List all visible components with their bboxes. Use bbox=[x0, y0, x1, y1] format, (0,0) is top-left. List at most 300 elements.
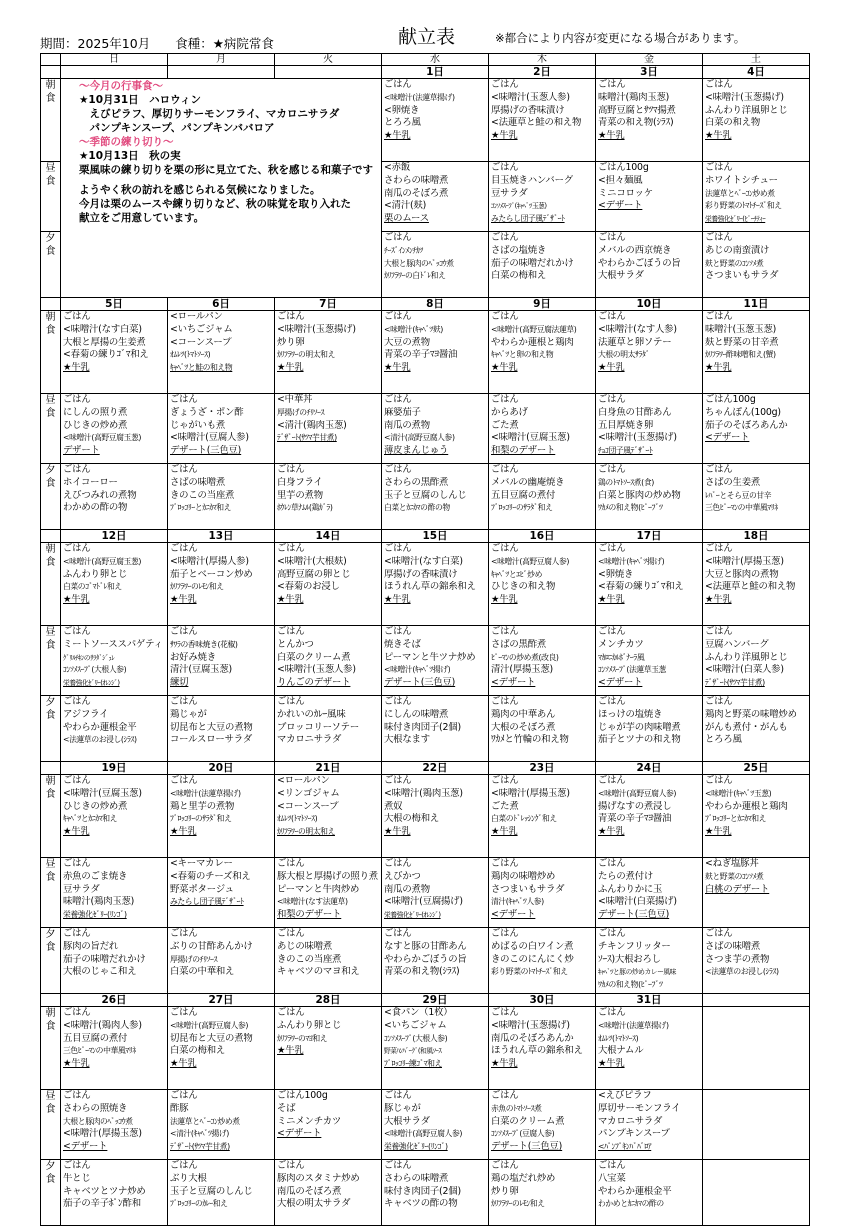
date-cell bbox=[275, 66, 382, 79]
date-cell: 4日 bbox=[703, 66, 810, 79]
menu-item: ごはん bbox=[384, 626, 412, 637]
menu-item: ごはん bbox=[598, 626, 626, 637]
menu-item: 南瓜のそぼろ煮 bbox=[277, 1185, 342, 1197]
menu-item: ★牛乳 bbox=[384, 826, 411, 838]
menu-cell bbox=[596, 79, 703, 162]
menu-cell bbox=[275, 928, 382, 994]
menu-item: ふんわり洋風卵とじ bbox=[705, 104, 788, 116]
menu-item: 切昆布と大豆の煮物 bbox=[170, 721, 253, 733]
menu-cell bbox=[61, 543, 168, 626]
menu-item: ﾌﾞﾛｯｺﾘｰとｶﾆｶﾏ和え bbox=[170, 503, 232, 513]
menu-item: <味噌汁(玉葱揚げ) bbox=[705, 91, 784, 103]
menu-item: ごはん bbox=[384, 394, 412, 405]
date-cell bbox=[703, 994, 810, 1007]
menu-item: ごはん bbox=[491, 464, 519, 475]
menu-cell bbox=[275, 696, 382, 762]
menu-item: がんも煮付・がんも bbox=[705, 721, 788, 733]
menu-item: ﾌﾞﾛｯｺﾘｰ練ｺﾞﾏ和え bbox=[384, 1059, 442, 1069]
menu-item: ごはん bbox=[170, 626, 198, 637]
meal-label-char: 夕 bbox=[45, 465, 56, 476]
menu-item: 白桃のデザート bbox=[705, 883, 770, 895]
meal-label-char: 朝 bbox=[45, 776, 56, 787]
weekday-header: 水 bbox=[382, 54, 489, 66]
date-cell: 15日 bbox=[382, 530, 489, 543]
menu-cell bbox=[489, 858, 596, 928]
meal-row-lunch bbox=[41, 626, 810, 696]
date-cell: 24日 bbox=[596, 762, 703, 775]
menu-cell bbox=[382, 928, 489, 994]
meal-label-char: 朝 bbox=[45, 312, 56, 323]
events-box bbox=[61, 79, 382, 298]
meal-row-lunch bbox=[41, 394, 810, 464]
menu-cell bbox=[382, 696, 489, 762]
menu-item: お好み焼き bbox=[170, 651, 216, 663]
menu-item: ﾃﾞｻﾞｰﾄ(ｻﾂﾏ芋甘煮) bbox=[170, 1142, 230, 1152]
event-line: 今月は栗のムースや練り切りなど、秋の味覚を取り入れた bbox=[79, 198, 351, 210]
menu-item: <味噌汁(高野豆腐人参) bbox=[170, 1020, 248, 1030]
menu-cell bbox=[168, 311, 275, 394]
menu-cell bbox=[275, 626, 382, 696]
menu-cell bbox=[168, 543, 275, 626]
menu-item: デザート(三色豆) bbox=[491, 1141, 563, 1153]
menu-item: <清汁(ｷｬﾍﾞﾂ揚げ) bbox=[170, 1129, 229, 1139]
menu-cell bbox=[275, 464, 382, 530]
menu-item: ごはん bbox=[491, 543, 519, 554]
meal-label-char: 食 bbox=[45, 872, 56, 883]
menu-item: ごはん bbox=[491, 162, 519, 173]
menu-item: 炒り卵 bbox=[491, 1185, 519, 1197]
menu-item: マカロニサラダ bbox=[277, 734, 342, 746]
weekday-header: 土 bbox=[703, 54, 810, 66]
menu-item: 鶏のﾄﾏﾄｿｰｽ煮(食) bbox=[598, 477, 654, 487]
menu-item: 目玉焼きハンバーグ bbox=[491, 174, 573, 186]
menu-item: ごはん bbox=[277, 696, 305, 707]
date-cell: 17日 bbox=[596, 530, 703, 543]
menu-cell bbox=[703, 858, 810, 928]
menu-item: ★牛乳 bbox=[384, 594, 411, 606]
menu-item: ごはん bbox=[63, 696, 91, 707]
meal-row-dinner bbox=[41, 1160, 810, 1226]
menu-cell bbox=[596, 1007, 703, 1090]
menu-item: ★牛乳 bbox=[491, 826, 518, 838]
menu-item: ｺﾝｿﾒｽｰﾌﾟ(法蓮草玉葱 bbox=[598, 665, 667, 675]
menu-item: <ロールパン bbox=[277, 775, 330, 786]
menu-item: ★牛乳 bbox=[63, 362, 90, 374]
menu-item: さばの味噌煮 bbox=[170, 476, 226, 488]
date-cell: 22日 bbox=[382, 762, 489, 775]
menu-cell bbox=[61, 311, 168, 394]
menu-item: 白菜のｺﾞﾏﾄﾞﾚ和え bbox=[63, 582, 122, 592]
menu-item: ミートソーススパゲティ bbox=[63, 638, 163, 650]
menu-item: 高野豆腐とｻﾂﾏ揚煮 bbox=[598, 104, 676, 116]
menu-item: パンプキンスープ bbox=[598, 1128, 670, 1140]
menu-item: ごはん bbox=[170, 1007, 198, 1018]
menu-item: 野菜ポタージュ bbox=[170, 883, 234, 895]
date-cell: 29日 bbox=[382, 994, 489, 1007]
menu-item: マカロニサラダ bbox=[598, 1115, 663, 1127]
menu-item: ﾌﾞﾛｯｺﾘｰのｻﾗﾀﾞ和え bbox=[170, 814, 232, 824]
menu-item: 和梨のデザート bbox=[277, 909, 342, 921]
menu-item: <春菊の練りｺﾞﾏ和え bbox=[598, 581, 684, 593]
menu-item: <デザート bbox=[491, 677, 536, 689]
menu-item: やわらか蓮根金平 bbox=[63, 721, 137, 733]
date-cell: 6日 bbox=[168, 298, 275, 311]
menu-item: デザート(三色豆) bbox=[598, 909, 670, 921]
menu-item: じゃがいも煮 bbox=[170, 419, 226, 431]
meal-label-char: 食 bbox=[45, 93, 56, 104]
meal-label-char: 夕 bbox=[45, 929, 56, 940]
menu-item: <味噌汁(高野豆腐法蓮草) bbox=[491, 324, 577, 334]
menu-cell bbox=[703, 775, 810, 858]
menu-item: さわらの味噌煮 bbox=[384, 174, 449, 186]
menu-item: ★牛乳 bbox=[170, 826, 197, 838]
menu-item: ピーマンと牛肉炒め bbox=[277, 883, 360, 895]
menu-item: やわらか蓮根金平 bbox=[598, 1185, 672, 1197]
menu-item: ﾋﾟｰﾏﾝの炒め煮(改良) bbox=[491, 652, 559, 662]
menu-item: <味噌汁(大根麸) bbox=[277, 555, 347, 567]
menu-item: 南瓜の煮物 bbox=[384, 419, 430, 431]
menu-item: ごはん bbox=[491, 311, 519, 322]
menu-item: きのこの当座煮 bbox=[170, 489, 235, 501]
menu-item: ごはん bbox=[598, 543, 626, 554]
meal-label-char: 食 bbox=[45, 1021, 56, 1032]
menu-item: <味噌汁(ｷｬﾍﾞﾂ麸) bbox=[384, 324, 443, 334]
menu-item: アジフライ bbox=[63, 708, 109, 720]
menu-item: <味噌汁(豆腐人参) bbox=[170, 432, 249, 444]
menu-item: ごはん bbox=[63, 1090, 91, 1101]
menu-item: <味噌汁(ｷｬﾍﾞﾂ玉葱) bbox=[705, 788, 772, 798]
menu-item: ごはん bbox=[491, 394, 519, 405]
menu-cell bbox=[382, 79, 489, 162]
menu-item: ﾎｳﾚﾝ草ﾅﾑﾙ(鶏ｶﾞﾗ) bbox=[277, 503, 333, 513]
menu-item: ｶﾘﾌﾗﾜｰの白ﾄﾞﾚ和え bbox=[384, 271, 446, 281]
date-cell bbox=[168, 66, 275, 79]
period-label: 期間：2025年10月 食種：★病院常食 bbox=[40, 36, 274, 51]
menu-item: ★牛乳 bbox=[598, 594, 625, 606]
menu-cell bbox=[275, 1007, 382, 1090]
menu-cell bbox=[382, 543, 489, 626]
menu-item: キャベツとツナ炒め bbox=[63, 1185, 146, 1197]
meal-row-breakfast bbox=[41, 79, 810, 162]
menu-item: ★牛乳 bbox=[277, 594, 304, 606]
menu-cell bbox=[168, 1090, 275, 1160]
page-header bbox=[40, 22, 810, 52]
menu-item: ごはん bbox=[598, 1007, 626, 1018]
menu-item: 切昆布と大豆の煮物 bbox=[170, 1032, 253, 1044]
menu-item: 厚揚げの香味漬け bbox=[491, 104, 565, 116]
date-cell: 26日 bbox=[61, 994, 168, 1007]
menu-item: ｷｬﾍﾞﾂとｴﾋﾞ炒め bbox=[491, 569, 542, 579]
date-cell: 16日 bbox=[489, 530, 596, 543]
menu-cell bbox=[61, 626, 168, 696]
menu-item: ごはん bbox=[277, 543, 305, 554]
menu-item: ふんわり卵とじ bbox=[63, 568, 128, 580]
menu-cell bbox=[703, 162, 810, 232]
menu-item: <味噌汁(高野豆腐人参) bbox=[598, 788, 676, 798]
menu-item: ごはん bbox=[170, 1090, 198, 1101]
menu-item: ごはん bbox=[491, 858, 519, 869]
menu-item: 赤魚のごま焼き bbox=[63, 870, 128, 882]
date-cell: 28日 bbox=[275, 994, 382, 1007]
menu-item: ｷｬﾍﾞﾂと豚の炒めカレー風味 bbox=[598, 968, 676, 977]
menu-item: 大根と豚肉のﾍﾞｯｺｳ煮 bbox=[384, 258, 454, 268]
menu-item: ごはん bbox=[705, 311, 733, 322]
menu-item: ★牛乳 bbox=[63, 826, 90, 838]
menu-item: りんごのデザート bbox=[277, 677, 351, 689]
menu-item: ふんわりかに玉 bbox=[598, 883, 663, 895]
menu-item: 野菜ﾊﾝﾊﾞｰｸﾞ(和風ｿｰｽ bbox=[384, 1047, 442, 1056]
menu-item: ごはん bbox=[491, 775, 519, 786]
menu-cell bbox=[596, 543, 703, 626]
date-cell: 7日 bbox=[275, 298, 382, 311]
menu-item: 鶏肉の味噌炒め bbox=[491, 870, 556, 882]
menu-item: とんかつ bbox=[277, 638, 314, 650]
menu-item: ★牛乳 bbox=[598, 1058, 625, 1070]
menu-cell bbox=[168, 1160, 275, 1226]
menu-cell bbox=[489, 79, 596, 162]
menu-item: ★牛乳 bbox=[63, 1058, 90, 1070]
menu-item: 薄皮まんじゅう bbox=[384, 445, 449, 457]
menu-item: メバルの幽庵焼き bbox=[491, 476, 565, 488]
menu-item: ごはん bbox=[384, 464, 412, 475]
menu-item: ごはん bbox=[63, 1007, 91, 1018]
menu-item: やわらかごぼうの旨 bbox=[384, 953, 467, 965]
menu-item: 八宝菜 bbox=[598, 1172, 626, 1184]
menu-item: <味噌汁(高野豆腐人参) bbox=[384, 1129, 462, 1139]
menu-item: 白身フライ bbox=[277, 476, 323, 488]
menu-item: 大根の梅和え bbox=[384, 813, 440, 825]
menu-item: <味噌汁(玉葱人参) bbox=[277, 664, 356, 676]
menu-item: ごはん bbox=[598, 696, 626, 707]
menu-item: <味噌汁(厚揚人参) bbox=[170, 555, 249, 567]
menu-item: やわらか蓮根と鶏肉 bbox=[491, 336, 574, 348]
menu-item: ごはん bbox=[705, 696, 733, 707]
meal-label-char: 昼 bbox=[45, 859, 56, 870]
menu-item: 大豆の煮物 bbox=[384, 336, 430, 348]
menu-item: 大根のじゃこ和え bbox=[63, 966, 137, 978]
menu-item: ふんわり洋風卵とじ bbox=[705, 651, 788, 663]
event-line: ～今月の行事食～ bbox=[79, 80, 163, 92]
menu-cell bbox=[703, 1090, 810, 1160]
meal-label bbox=[41, 311, 61, 394]
menu-item: ごはん bbox=[170, 928, 198, 939]
menu-item: 栄養強化ｾﾞﾘｰ(ﾘﾝｺﾞ) bbox=[384, 1142, 448, 1152]
menu-item: ごはん bbox=[705, 543, 733, 554]
date-cell: 13日 bbox=[168, 530, 275, 543]
date-cell: 2日 bbox=[489, 66, 596, 79]
menu-item: ｷｬﾍﾞﾂと鮭の和え物 bbox=[170, 363, 233, 373]
meal-label bbox=[41, 928, 61, 994]
date-row bbox=[41, 994, 810, 1007]
menu-item: ごはん bbox=[491, 928, 519, 939]
menu-cell bbox=[61, 775, 168, 858]
meal-row-breakfast bbox=[41, 311, 810, 394]
menu-cell bbox=[489, 394, 596, 464]
menu-item: ごはん bbox=[277, 928, 305, 939]
menu-cell bbox=[596, 464, 703, 530]
menu-item: <ロールパン bbox=[170, 311, 223, 322]
menu-item: ﾌﾞﾛｯｺﾘｰのｶﾚｰ和え bbox=[170, 1199, 228, 1209]
menu-item: ｶﾘﾌﾗﾜｰのﾚﾓﾝ和え bbox=[170, 582, 224, 592]
weekday-header: 金 bbox=[596, 54, 703, 66]
menu-cell bbox=[168, 775, 275, 858]
menu-item: ピーマンと牛ツナ炒め bbox=[384, 651, 476, 663]
menu-item: ひじきの炒め煮 bbox=[63, 419, 128, 431]
menu-item: ごはん bbox=[598, 232, 626, 243]
menu-item: <法蓮草と鮭の和え物 bbox=[705, 581, 796, 593]
event-line: えびピラフ、厚切りサーモンフライ、マカロニサラダ bbox=[79, 108, 340, 120]
menu-item: 麸と野菜の甘辛煮 bbox=[705, 336, 779, 348]
date-row bbox=[41, 298, 810, 311]
menu-item: ごはん100g bbox=[277, 1090, 328, 1101]
menu-item: <味噌汁(白菜人参) bbox=[705, 664, 784, 676]
menu-item: ごはん bbox=[277, 858, 305, 869]
menu-item: ごはん bbox=[598, 928, 626, 939]
meal-label-char: 夕 bbox=[45, 1161, 56, 1172]
menu-item: ★牛乳 bbox=[705, 130, 732, 142]
menu-item: わかめとｶﾆｶﾏの酢の bbox=[598, 1199, 664, 1209]
menu-item: <味噌汁(なす白菜) bbox=[63, 323, 142, 335]
menu-item: <デザート bbox=[277, 1128, 322, 1140]
menu-item: 味噌汁(玉葱玉葱) bbox=[705, 323, 777, 335]
menu-item: デザート(三色豆) bbox=[170, 445, 242, 457]
menu-cell bbox=[596, 858, 703, 928]
menu-item: ★牛乳 bbox=[598, 826, 625, 838]
menu-item: ごはん bbox=[63, 775, 91, 786]
menu-item: ごはん bbox=[491, 1090, 519, 1101]
menu-cell bbox=[596, 775, 703, 858]
menu-item: 炒り卵 bbox=[277, 336, 305, 348]
menu-cell bbox=[703, 464, 810, 530]
menu-item: 練切 bbox=[170, 677, 189, 689]
menu-item: 白菜のクリーム煮 bbox=[491, 1115, 565, 1127]
menu-item: 白菜のクリーム煮 bbox=[277, 651, 351, 663]
meal-label-char: 朝 bbox=[45, 80, 56, 91]
menu-item: さわらの照焼き bbox=[63, 1102, 128, 1114]
menu-item: 栄養強化ｾﾞﾘｰ(ﾋﾟｰﾁﾃｨｰ bbox=[705, 215, 766, 224]
menu-item: 豆サラダ bbox=[491, 187, 528, 199]
menu-item: さばの塩焼き bbox=[491, 244, 547, 256]
menu-item: ｻﾜﾗの香味焼き(花椒) bbox=[170, 639, 238, 649]
menu-item: ★牛乳 bbox=[170, 594, 197, 606]
menu-item: ごはん bbox=[491, 626, 519, 637]
menu-item: 味噌汁(鶏肉玉葱) bbox=[598, 91, 670, 103]
menu-cell bbox=[489, 928, 596, 994]
menu-item: 茄子の味噌だれかけ bbox=[63, 953, 146, 965]
menu-item: きのこの当座煮 bbox=[277, 953, 342, 965]
menu-cell bbox=[61, 696, 168, 762]
meal-label-char: 朝 bbox=[45, 544, 56, 555]
menu-item: <春菊のチーズ和え bbox=[170, 870, 251, 882]
menu-item: みたらし団子風ﾃﾞｻﾞｰﾄ bbox=[491, 214, 565, 224]
menu-item: ﾃﾞｻﾞｰﾄ(ｻﾂﾏ芋甘煮) bbox=[277, 433, 337, 443]
menu-item: キャベツのマヨ和え bbox=[277, 966, 360, 978]
menu-item: ごはん bbox=[598, 775, 626, 786]
menu-item: 厚揚げのﾁﾘｿｰｽ bbox=[277, 407, 325, 417]
menu-item: 味付き肉団子(2個) bbox=[384, 721, 461, 733]
menu-cell bbox=[382, 626, 489, 696]
menu-cell bbox=[703, 232, 810, 298]
menu-item: ごはん bbox=[170, 464, 198, 475]
menu-item: ごはん bbox=[598, 394, 626, 405]
menu-item: やわらかごぼうの旨 bbox=[598, 257, 681, 269]
menu-item: ﾌﾞﾛｯｺﾘｰとｶﾆｶﾏ和え bbox=[705, 814, 767, 824]
meal-label-char: 食 bbox=[45, 246, 56, 257]
menu-item: ごはん bbox=[705, 79, 733, 90]
menu-cell bbox=[61, 1160, 168, 1226]
meal-row-breakfast bbox=[41, 775, 810, 858]
menu-item: <デザート bbox=[491, 909, 536, 921]
menu-item: ごはん bbox=[491, 1007, 519, 1018]
menu-item: ごはん bbox=[63, 1160, 91, 1171]
menu-cell bbox=[61, 858, 168, 928]
menu-item: 茄子とツナの和え物 bbox=[598, 734, 681, 746]
menu-item: <味噌汁(法蓮草揚げ) bbox=[384, 92, 455, 102]
menu-cell bbox=[489, 311, 596, 394]
menu-item: からあげ bbox=[491, 406, 528, 418]
weekday-header-row bbox=[41, 54, 810, 66]
menu-item: 麸と野菜のｺﾝｿﾒ煮 bbox=[705, 871, 764, 881]
menu-cell bbox=[275, 543, 382, 626]
menu-item: ごはん bbox=[705, 775, 733, 786]
menu-item: 豚肉の旨だれ bbox=[63, 940, 119, 952]
menu-item: ごはん bbox=[598, 311, 626, 322]
menu-item: 南瓜のそぼろあんか bbox=[491, 1032, 574, 1044]
meal-label-char: 昼 bbox=[45, 395, 56, 406]
menu-item: <いちごジャム bbox=[170, 323, 233, 335]
menu-item: ごはん bbox=[384, 543, 412, 554]
menu-item: <清汁(鶏肉玉葱) bbox=[277, 419, 347, 431]
menu-item: コールスローサラダ bbox=[170, 734, 253, 746]
menu-item: 白菜の和え物 bbox=[705, 117, 761, 129]
event-line: ★10月31日 ハロウィン bbox=[79, 94, 202, 106]
menu-item: ごはん bbox=[277, 311, 305, 322]
menu-cell bbox=[489, 775, 596, 858]
menu-cell bbox=[168, 696, 275, 762]
menu-cell bbox=[382, 1007, 489, 1090]
menu-item: 白菜と豚肉の炒め物 bbox=[598, 489, 681, 501]
meal-label-char: 食 bbox=[45, 408, 56, 419]
menu-item: 白菜とｶﾆｶﾏの酢の物 bbox=[384, 503, 450, 513]
meal-label bbox=[41, 858, 61, 928]
menu-cell bbox=[596, 311, 703, 394]
menu-item: <清汁(高野豆腐人参) bbox=[384, 433, 455, 443]
menu-item: <味噌汁(鶏肉人参) bbox=[63, 1019, 142, 1031]
menu-item: ごはん bbox=[384, 1160, 412, 1171]
menu-item: ごはん bbox=[170, 543, 198, 554]
meal-label-char: 食 bbox=[45, 557, 56, 568]
meal-label bbox=[41, 1007, 61, 1090]
menu-item: <味噌汁(高野豆腐玉葱) bbox=[63, 556, 141, 566]
menu-cell bbox=[596, 626, 703, 696]
menu-cell bbox=[703, 394, 810, 464]
menu-item: 青菜の和え物(ｼﾗｽ) bbox=[384, 966, 460, 978]
menu-item: さつまいもサラダ bbox=[491, 883, 565, 895]
menu-item: 清汁(厚揚玉葱) bbox=[491, 664, 553, 676]
menu-item: ★牛乳 bbox=[63, 594, 90, 606]
menu-item: ごはん100g bbox=[598, 162, 649, 173]
menu-item: 赤魚のﾄﾏﾄｿｰｽ煮 bbox=[491, 1103, 542, 1113]
menu-item: 酢豚 bbox=[170, 1102, 189, 1114]
menu-item: そば bbox=[277, 1102, 296, 1114]
menu-item: <味噌汁(なす法蓮草) bbox=[277, 897, 348, 907]
meal-label-char: 夕 bbox=[45, 233, 56, 244]
menu-item: ほっけの塩焼き bbox=[598, 708, 663, 720]
menu-item: ごはん bbox=[384, 775, 412, 786]
meal-label-char: 食 bbox=[45, 640, 56, 651]
menu-cell bbox=[61, 394, 168, 464]
menu-cell bbox=[275, 858, 382, 928]
